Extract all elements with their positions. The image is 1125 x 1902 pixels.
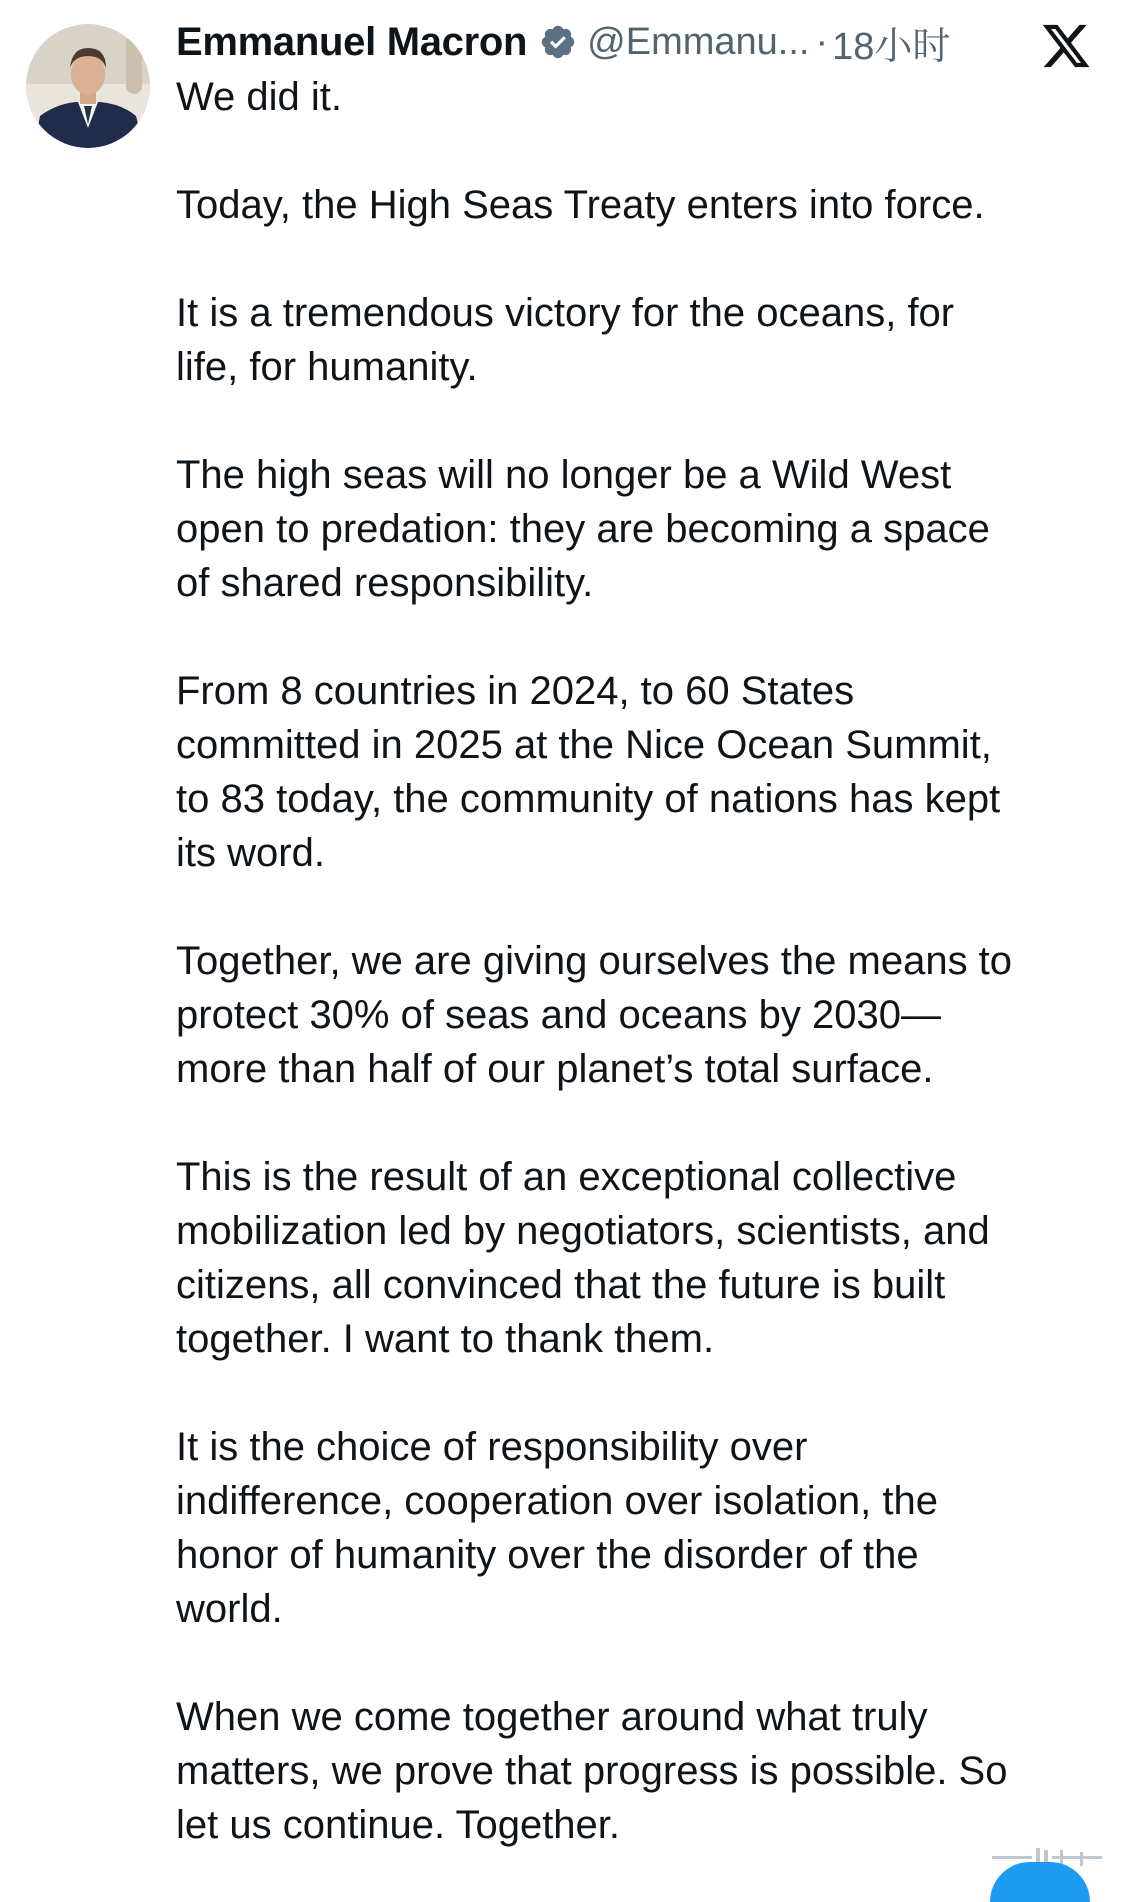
tweet-paragraph-4: The high seas will no longer be a Wild West open to predation: they are becoming a space of shared responsibility.: [176, 453, 990, 605]
tweet-paragraph-1: We did it.: [176, 75, 342, 119]
tweet-paragraph-8: It is the choice of responsibility over indifference, cooperation over isolation, the honor of humanity over the disorder of the world.: [176, 1425, 938, 1631]
tweet-paragraph-7: This is the result of an exceptional collective mobilization led by negotiators, scientists, and citizens, all convinced that the future is built together. I want to thank them.: [176, 1155, 990, 1361]
tweet-paragraph-5: From 8 countries in 2024, to 60 States committed in 2025 at the Nice Ocean Summit, to 83 today, the community of nations has kept its word.: [176, 669, 1001, 875]
verified-badge-icon: [539, 23, 577, 61]
tweet-header: [176, 14, 950, 70]
avatar[interactable]: [26, 24, 150, 148]
author-handle[interactable]: @Emmanu...: [587, 20, 810, 63]
tweet-paragraph-2: Today, the High Seas Treaty enters into force.: [176, 183, 985, 227]
tweet-paragraph-9: When we come together around what truly matters, we prove that progress is possible. So let us continue. Together.: [176, 1695, 1008, 1847]
post-timestamp[interactable]: 18小时: [832, 25, 951, 68]
author-name[interactable]: Emmanuel Macron: [176, 19, 528, 64]
x-logo-icon[interactable]: [1040, 20, 1092, 72]
profile-photo: [26, 24, 150, 148]
tweet-paragraph-3: It is a tremendous victory for the oceans, for life, for humanity.: [176, 291, 955, 389]
tweet-paragraph-6: Together, we are giving ourselves the means to protect 30% of seas and oceans by 2030— more than half of our planet’s total surface.: [176, 939, 1013, 1091]
separator-dot: ·: [815, 20, 829, 63]
tweet-text: [176, 70, 1106, 1852]
